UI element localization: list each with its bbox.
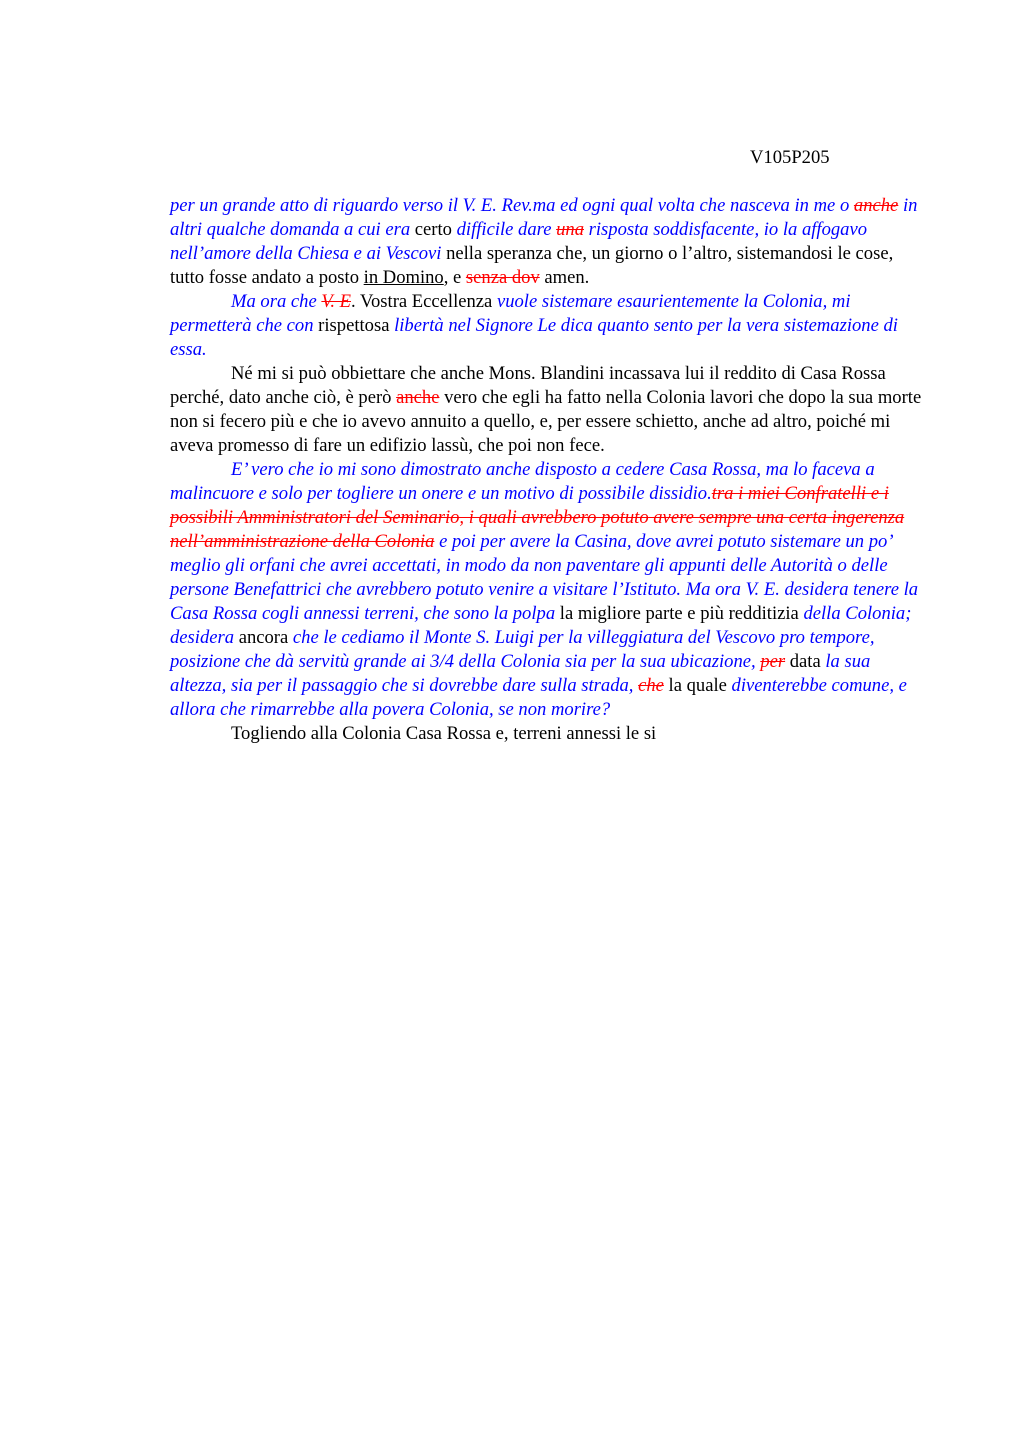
added-text-run: per un grande atto di riguardo verso il V. E. Rev.ma ed ogni qual volta che nasceva in me o — [170, 195, 854, 216]
text-run: , e — [443, 267, 466, 288]
deleted-text-run: tra i miei Confratelli e i possibili Amministratori del Seminario, i quali avrebbero potuto avere sempre una certa ingerenza nell’amministrazione della Colonia — [170, 483, 905, 552]
added-text-run: E’ vero che io mi sono dimostrato anche disposto a cedere Casa Rossa, ma lo faceva a malincuore e solo per togliere un onere e un motivo di possibile dissidio. — [170, 459, 875, 504]
text-run: amen. — [539, 267, 590, 288]
paragraph — [170, 458, 930, 722]
added-text-run: e poi per avere la Casina, dove avrei potuto sistemare un po’ meglio gli orfani che avrei accettati, in modo da non paventare gli appunti delle Autorità o delle persone Benefattrici che avrebbero potuto venire a visitare l’Istituto. Ma ora V. E. desidera tenere la Casa Rossa cogli annessi terreni, che sono la polpa — [170, 531, 919, 624]
text-run: rispettosa — [313, 315, 395, 336]
body-text — [170, 194, 930, 746]
added-text-run: vuole sistemare esaurientemente la Colonia, mi permetterà che con — [170, 291, 851, 336]
added-text-run: diventerebbe comune, e allora che rimarrebbe alla povera Colonia, se non morire? — [170, 675, 907, 720]
text-run: data — [785, 651, 826, 672]
added-text-run: la sua altezza, sia per il passaggio che si dovrebbe dare sulla strada, — [170, 651, 871, 696]
added-text-run: libertà nel Signore Le dica quanto sento per la vera sistemazione di essa. — [170, 315, 898, 360]
added-text-run: Ma ora che — [231, 291, 322, 312]
text-run: . Vostra Eccellenza — [351, 291, 497, 312]
paragraph — [170, 722, 930, 746]
deleted-text-run: senza dov — [465, 267, 540, 288]
deleted-text-run: per — [760, 651, 786, 672]
added-text-run: che le cediamo il Monte S. Luigi per la villeggiatura del Vescovo pro tempore, posizione che dà servitù grande ai 3/4 della Colonia sia per la sua ubicazione, — [170, 627, 875, 672]
deleted-text-run: una — [556, 219, 584, 240]
paragraph — [170, 290, 930, 362]
added-text-run: della Colonia; desidera — [170, 603, 912, 648]
paragraph — [170, 194, 930, 290]
added-text-run: risposta soddisfacente, io la affogavo nell’amore della Chiesa e ai Vescovi — [170, 219, 868, 264]
text-run: la quale — [663, 675, 732, 696]
deleted-text-run: che — [638, 675, 664, 696]
text-run: nella speranza che, un giorno o l’altro, sistemandosi le cose, tutto fosse andato a posto — [170, 243, 894, 288]
text-run: ancora — [234, 627, 293, 648]
added-text-run: in altri qualche domanda a cui era — [170, 195, 918, 240]
text-run: Togliendo alla Colonia Casa Rossa e, terreni annessi le si — [231, 723, 657, 744]
text-run: Né mi si può obbiettare che anche Mons. Blandini incassava lui il reddito di Casa Rossa perché, dato anche ciò, è però — [170, 363, 886, 408]
underlined-text-run: in Domino — [363, 267, 444, 288]
paragraph — [170, 362, 930, 458]
deleted-text-run: anche — [396, 387, 440, 408]
added-text-run: difficile dare — [456, 219, 557, 240]
deleted-text-run: anche — [853, 195, 899, 216]
text-run: certo — [410, 219, 457, 240]
text-run: la migliore parte e più redditizia — [555, 603, 804, 624]
deleted-text-run: V. E — [321, 291, 351, 312]
page-id: V105P205 — [750, 147, 830, 168]
text-run: vero che egli ha fatto nella Colonia lavori che dopo la sua morte non si fecero più e che io avevo annuito a quello, e, per essere schietto, anche ad altro, poiché mi aveva promesso di fare un edifizio lassù, che poi non fece. — [170, 387, 922, 456]
